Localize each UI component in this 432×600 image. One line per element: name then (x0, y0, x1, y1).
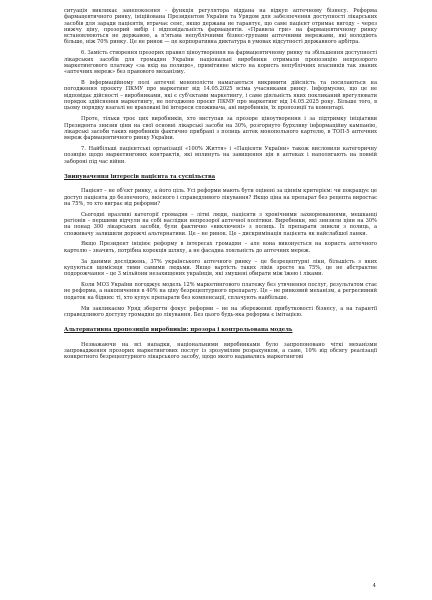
paragraph-point-7: 7. Найбільші пацієнтські організації «100% Життя» і «Пацієнти України» також висловили категоричну позицію щодо маркетингових контрактів, які вплинуть на завищення цін в аптеках і наполягають на повній забороні під час війни. (64, 146, 377, 165)
paragraph-vulnerable-groups: Сьогодні вразливі категорії громадян – літні люди, пацієнти з хронічними захворюваннями, мешканці регіонів – першими відчули на собі наслідки непрозорої аптечної політики. Виробники, які знизили ціни на 30% на понад 300 лікарських засобів, були фактично «виключені» з полиць. Їх препарати зникли з полиць, а споживачу залишили дорожчі альтернативи. Це – не ринок. Це – дискримінація пацієнта як найслабшої ланки. (64, 211, 377, 237)
paragraph-point-6: 6. Замість створення прозорих правил ціноутворення на фармацевтичному ринку та збільшення доступності лікарських засобів для громадян України національні виробники отримали пропозицію непрозорого маркетингового платежу «за вхід на полицю», примітивне місто на користь непублічних власників так званих «аптечних мереж» без правового механізму. (64, 50, 377, 76)
paragraph-call-to-government: Ми закликаємо Уряд зберегти фокус реформи – не на збереженні прибутковості бізнесу, а на гарантії справедливого доступу громадян до лікування. Без цього будь-яка реформа є імітацією. (64, 305, 377, 318)
paragraph-continuation: ситуація викликає занепокоєння - функція регулятора віддана на відкуп аптечному бізнесу. Реформа фармацевтичного ринку, ініційована Президентом України та Урядом для забезпечення доступності лікарських засобів для заради пацієнтів, втрачає сенс, якщо держава не гарантує, що саме пацієнт отримає вигоду – через нижчу ціну, прозорий вибір і відповідальність фармацевтів. «Правила гри» на фармацевтичному ринку встановлюються не державою, а п'ятьма непублічними бізнес-групами аптечними мережами, які володіють більше, ніж 70% ринку. Це не ринок — це корпоративна диктатура в умовах відсутності державного арбітра. (64, 8, 377, 46)
section-heading-alternative-proposal: Альтернативна пропозиція виробників: прозора і контрольована модель (64, 327, 293, 334)
paragraph-patient-goal: Пацієнт – не об'єкт ринку, а його ціль. Усі реформи мають бути оцінені за ціннім критерієм: чи покращує це доступ пацієнта до безпечного, якісного і справедливого лікування? Якщо ціна на препарат без рецепта виростає на 75%, то хто виграє від реформи? (64, 188, 377, 207)
paragraph-moh-model: Коли МОЗ України погоджує модель 12% маркетингового платежу без утвчнення послуг, результатом стає не реформа, а накопичення в 40% на ціну безрецептурного препарату. Це – не ринковий механізм, а регресивний податок на бідних: ті, хто купує препарати без компенсації, сплачують найбільше. (64, 282, 377, 301)
paragraph-president-reform: Якщо Президент ініціює реформу в інтересах громадян – але вона виконується на користь аптечного картелю – значить, потрібна корекція шляху, а не фасадна лояльність до аптечних мереж. (64, 241, 377, 254)
paragraph-information-field: В інформаційному полі аптечні монополісти намагаються викривити дійсність та посилаються на погодження проєкту ПКМУ про маркетинг від 14.05.2025 всіма учасниками ринку. Інформуємо, що це не відповідає дійсності – виробниками, які є суб'єктами маркетингу, і саме діяльність яких покликаний врегулювати порядок здійснення маркетингу, не погоджено проєкт ПКМУ про маркетинг від 14.05.2025 року. Більше того, в цьому порядку взагалі не враховані їні інтереси споживача, ані виробників, їх пропозиції та коментарі. (64, 80, 377, 112)
paragraph-manufacturers: Проте, тільки троє цих виробників, хто виступав за прозоре ціноутворення і за підтримку ініціативи Президента знизив ціни на свої основні лікарські засоби на 30%, розгорнуто бурхливу інформаційну кампанію, лікарські засоби таких виробників фактично прибрані з полиць аптек монопольного картелю, в ТОП-5 аптечних мереж фармацевтичного ринку України. (64, 116, 377, 142)
page-number: 4 (372, 583, 376, 589)
paragraph-alternative-model: Незважаючи на всі нападки, національними виробниками було запропоновано чіткі механізми запровадження прозорих маркетингових послуг із зрозумілим розрахунком, а саме, 10% від обсягу реалізації конкретного безрецептурного лікарського засобу, щодо якого надавались маркетингові (64, 341, 377, 361)
paragraph-research-data: За даними досліджень, 37% українського аптечного ринку – це безрецептурні ліки, більшість з яких купуються щомісяця тими самими людьми. Якщо вартість таких ліків зросте на 75%, це не абстрактне подорожчання – це 3 мільйони незахищених українців, які змушені обирати між їжею і ліками. (64, 258, 377, 278)
section-heading-patient-interests: Звинувачення інтересів пацієнта та суспільства (64, 173, 216, 180)
